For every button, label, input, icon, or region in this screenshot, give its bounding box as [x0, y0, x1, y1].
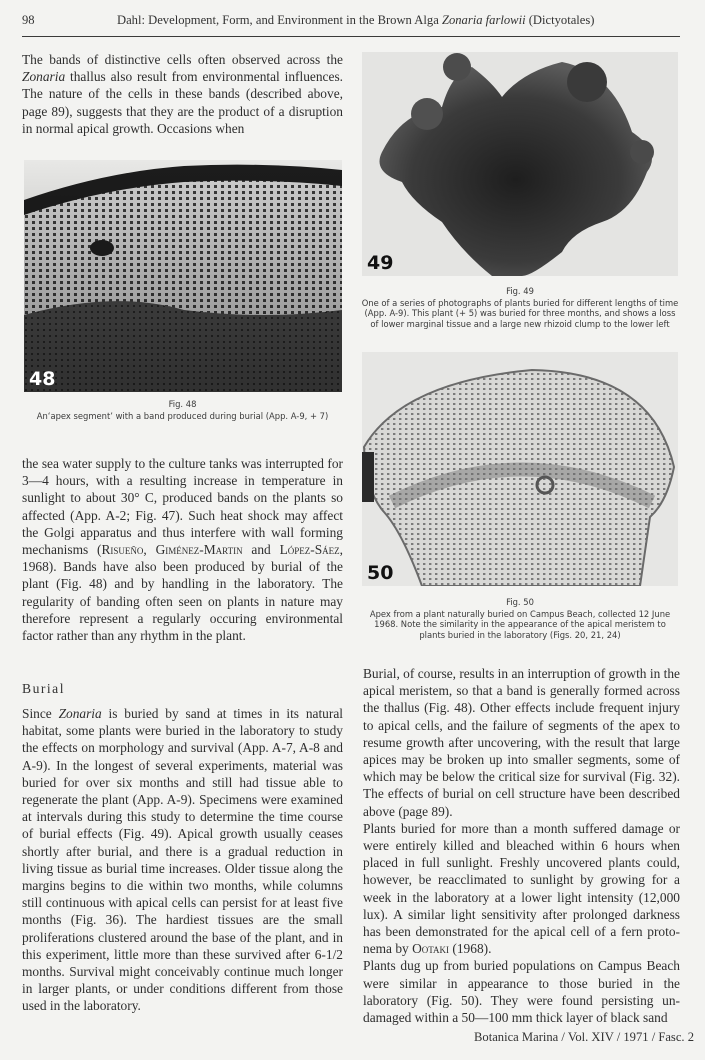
paragraph-burial-experiments — [22, 705, 343, 1015]
figure-49-number: Fig. 49 — [506, 286, 534, 296]
running-header — [22, 10, 680, 37]
micrograph-apex-segment — [24, 160, 342, 392]
figure-50-caption-text: Apex from a plant naturally buried on Campus Beach, collected 12 June 1968. Note the similarity in the appearance of the apical meristem to plants buried in the laboratory (Figs. 20, 21, 24) — [369, 609, 671, 640]
figure-50-number: Fig. 50 — [506, 597, 534, 607]
text: The bands of distinctive cells often observed across the — [22, 52, 343, 67]
right-column-text — [363, 665, 680, 1026]
text: Plants buried for more than a month suffered damage or were entirely killed and bleached within 6 hours when placed in full sunlight. Freshly uncovered plants could, however, be reacclimated to sunlight by growing for a week in the laboratory at a lower light intensity (12,000 lux). A similar light sensitivity after prolonged darkness has been demonstrated for the apical cell of a fern protonema by — [363, 820, 680, 957]
paragraph-banding-intro — [22, 51, 343, 137]
citation-authors: Risueño, Giménez-Martin — [101, 542, 243, 558]
section-heading-burial: Burial — [22, 681, 65, 696]
paragraph-banding-causes — [22, 455, 343, 644]
figure-50-label: 50 — [367, 562, 394, 584]
figure-48-image — [24, 160, 342, 392]
running-title-text: Dahl: Development, Form, and Environment in the Brown Alga — [117, 13, 442, 27]
paragraph-burial-effects: Burial, of course, results in an interruption of growth in the apical meristem, so that a band is generally formed across the thallus (Fig. 48). Other effects include frequent injury to apical cells, and the failure of segments of the apex to resume growth after uncovering, with the result that large apices may be broken up into smaller segments, some of which may be below the critical size for survival (Fig. 32). The effects of burial on cell structure have been described above (page 89). — [363, 666, 680, 819]
figure-49-label: 49 — [367, 252, 394, 274]
paragraph-light-sensitivity — [363, 820, 680, 958]
figure-50-caption — [360, 597, 680, 640]
genus-name: Zonaria — [58, 706, 102, 721]
text: , 1968). Bands have also been produced by burial of the plant (Fig. 48) and by handling in the laboratory. The regularity of banding often seen on plants in nature may therefore represent a regularly occuring environmental factor rather than any rhythm in the plant. — [22, 542, 344, 644]
running-title-end: (Dictyotales) — [525, 13, 595, 27]
figure-49-caption — [360, 286, 680, 329]
figure-48-caption-text: Anʻapex segmentʼ with a band produced during burial (App. A-9, + 7) — [36, 411, 329, 422]
text: the sea water supply to the culture tanks was interrupted for 3—4 hours, with a resulting increase in temperature in sunlight to about 30° C, produced bands on the plants so affected (App. A-2; Fig. 47). Such heat shock may affect the Golgi apparatus and thus interfere with wall forming mechanisms ( — [22, 456, 343, 558]
figure-48-caption — [22, 399, 343, 421]
figure-48-label: 48 — [29, 368, 56, 390]
text: (1968). — [449, 941, 492, 957]
text: thallus also result from environmental influences. The nature of the cells in these bands (described above, page 89), suggests that they are the product of a disruption in normal apical growth. Occasions when — [22, 69, 343, 136]
journal-citation-footer: Botanica Marina / Vol. XIV / 1971 / Fasc. 2 — [474, 1030, 695, 1044]
text: and — [242, 542, 280, 558]
figure-48-number: Fig. 48 — [168, 399, 197, 409]
micrograph-apex-campus-beach — [362, 352, 678, 586]
citation-authors: López-Sáez — [279, 542, 340, 558]
running-title — [117, 13, 594, 28]
running-title-species: Zonaria farlowii — [441, 13, 526, 27]
figure-50-image — [362, 352, 678, 586]
genus-name: Zonaria — [22, 69, 66, 85]
text: is buried by sand at times in its natural habitat, some plants were buried in the laboratory to study the effects on morphology and survival (App. A-7, A-8 and A-9). In the longest of several experiments, material was buried for over six months and still had tissue able to regenerate the plant (App. A-9). Specimens were examined at intervals during this study to determine the time course of burial effects (Fig. 49). Apical growth usually ceases shortly after burial, and there is a gradual reduction in living tissue as burial time increases. Older tissue along the margins begins to die within two months, while columns still continuous with apical cells can persist for at least five months (Fig. 36). The hardiest tissues are the small proliferations clustered around the base of the plant, and in this experiment, little more than these survived after 6-1/2 months. Survival might conceivably continue much longer in larger plants, or under conditions different from those used in the laboratory. — [22, 706, 343, 1014]
paragraph-campus-beach: Plants dug up from buried populations on Campus Beach were similar in appearance to those buried in the laboratory (Fig. 50). They were found persisting undamaged within a 50—100 mm thick layer of black sand — [363, 958, 680, 1026]
page-number: 98 — [22, 13, 35, 27]
figure-49-image — [362, 52, 678, 276]
citation-author: Ootaki — [412, 941, 450, 957]
text: Since — [22, 706, 59, 721]
photo-buried-plant — [362, 52, 678, 276]
figure-49-caption-text: One of a series of photographs of plants buried for different lengths of time (App. A-9). This plant (+ 5) was buried for three months, and shows a loss of lower marginal tissue and a large new rhizoid clump to the lower left — [361, 298, 679, 329]
